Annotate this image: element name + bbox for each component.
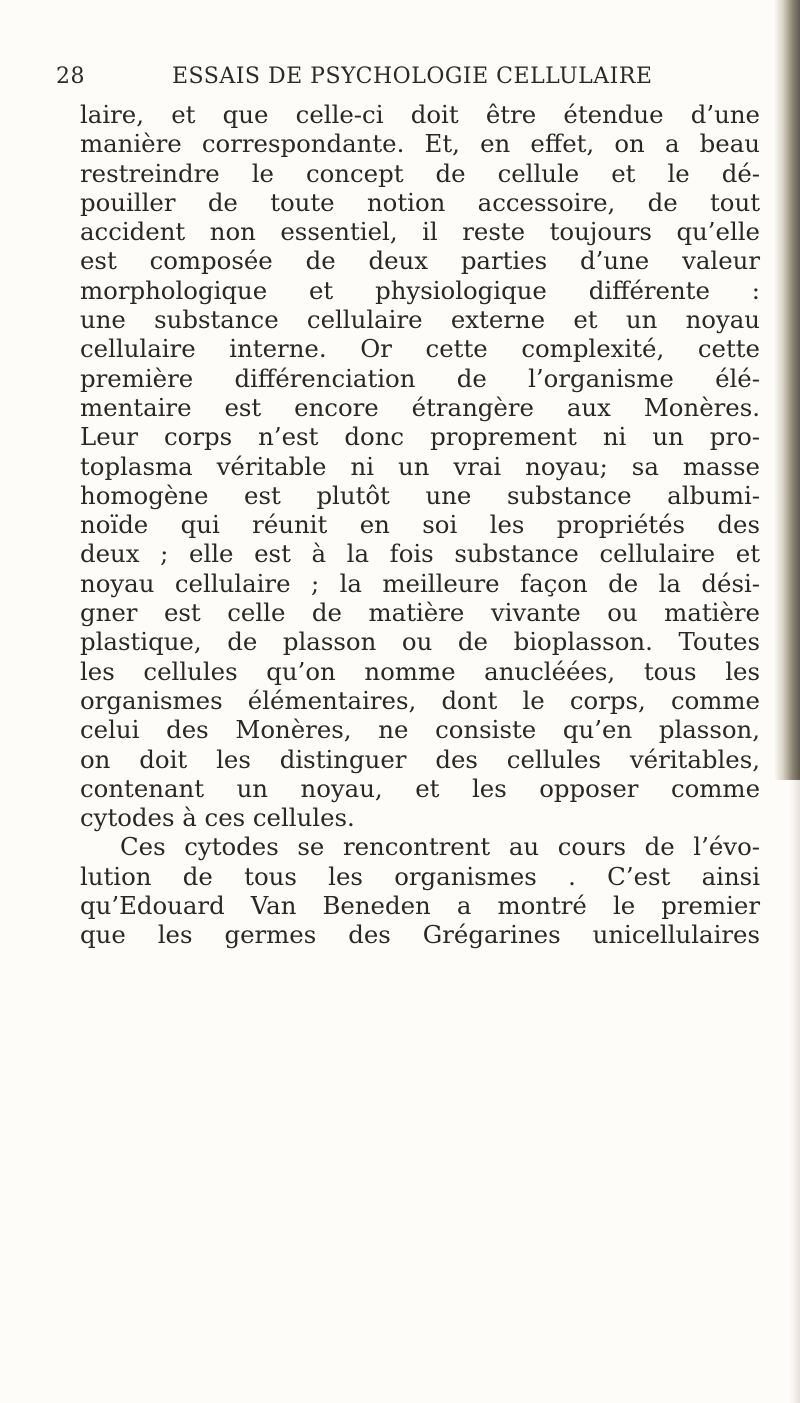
text-line: pouiller de toute notion accessoire, de tout: [80, 187, 760, 217]
text-line: les cellules qu’on nomme anucléées, tous les: [80, 656, 760, 686]
body-text: [80, 100, 760, 950]
text-line: laire, et que celle-ci doit être étendue d’une: [80, 100, 760, 129]
text-line: toplasma véritable ni un vrai noyau; sa masse: [80, 451, 760, 481]
text-line: cellulaire interne. Or cette complexité, cette: [80, 334, 760, 364]
text-line: première différenciation de l’organisme élé-: [80, 363, 760, 393]
text-line: mentaire est encore étrangère aux Monères.: [80, 392, 760, 422]
text-line: homogène est plutôt une substance albumi-: [80, 480, 760, 510]
text-line: organismes élémentaires, dont le corps, comme: [80, 685, 760, 715]
paragraph-end-line: cytodes à ces cellules.: [80, 803, 355, 833]
text-line: plastique, de plasson ou de bioplasson. Toutes: [80, 627, 760, 657]
text-line: noyau cellulaire ; la meilleure façon de la dési-: [80, 568, 760, 598]
text-line: est composée de deux parties d’une valeur: [80, 246, 760, 276]
text-line: restreindre le concept de cellule et le dé-: [80, 158, 760, 188]
running-header: [56, 64, 756, 94]
text-line: une substance cellulaire externe et un noyau: [80, 305, 760, 335]
text-line: qu’Edouard Van Beneden a montré le premier: [80, 891, 760, 921]
text-line: deux ; elle est à la fois substance cellulaire et: [80, 539, 760, 569]
page-edge-fade: [790, 780, 800, 1403]
text-line: noïde qui réunit en soi les propriétés des: [80, 510, 760, 540]
text-line: lution de tous les organismes . C’est ainsi: [80, 861, 760, 891]
text-line: que les germes des Grégarines unicellulaires: [80, 920, 760, 950]
text-line: morphologique et physiologique différente :: [80, 275, 760, 305]
paragraph-start-line: Ces cytodes se rencontrent au cours de l’évo-: [120, 832, 760, 862]
text-line: gner est celle de matière vivante ou matière: [80, 598, 760, 628]
page-edge-shadow: [774, 0, 800, 780]
page-number: 28: [56, 64, 85, 89]
text-line: Leur corps n’est donc proprement ni un pro-: [80, 422, 760, 452]
text-line: on doit les distinguer des cellules véritables,: [80, 744, 760, 774]
text-line: manière correspondante. Et, en effet, on a beau: [80, 129, 760, 159]
text-line: accident non essentiel, il reste toujours qu’elle: [80, 217, 760, 247]
text-line: contenant un noyau, et les opposer comme: [80, 773, 760, 803]
running-title: ESSAIS DE PSYCHOLOGIE CELLULAIRE: [172, 64, 653, 89]
text-line: celui des Monères, ne consiste qu’en plasson,: [80, 715, 760, 745]
